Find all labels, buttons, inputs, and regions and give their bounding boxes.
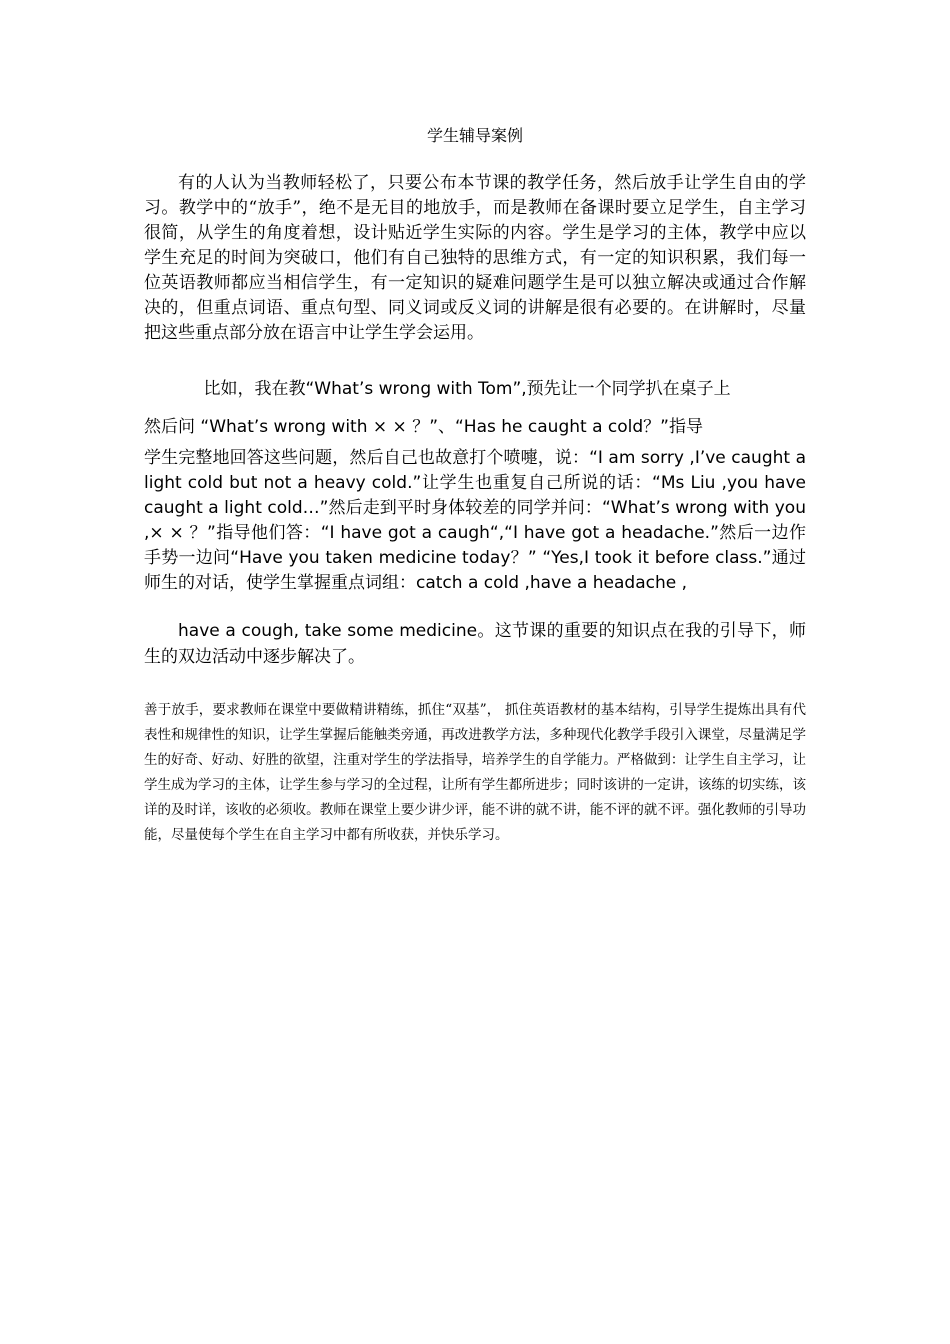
paragraph-intro: 有的人认为当教师轻松了，只要公布本节课的教学任务，然后放手让学生自由的学习。教学中的“放手”，绝不是无目的地放手，而是教师在备课时要立足学生，自主学习很简，从学生的角度着想，设计贴近学生实际的内容。学生是学习的主体，教学中应以学生充足的时间为突破口，他们有自己独特的思维方式，有一定的知识积累，我们每一位英语教师都应当相信学生，有一定知识的疑难问题学生是可以独立解决或通过合作解决的，但重点词语、重点句型、同义词或反义词的讲解是很有必要的。在讲解时，尽量把这些重点部分放在语言中让学生学会运用。: [144, 173, 806, 343]
paragraph-example-conclusion: have a cough, take some medicine。这节课的重要的知识点在我的引导下，师生的双边活动中逐步解决了。: [144, 621, 806, 667]
document-title: 学生辅导案例: [426, 126, 523, 145]
paragraph-example-line-2: 然后问 “What’s wrong with × × ？”、“Has he caught a cold？”指导: [144, 417, 703, 437]
paragraph-example-body: 学生完整地回答这些问题，然后自己也故意打个喷嚏，说：“I am sorry ,I’ve caught a light cold but not a heavy cold.”让学生也重复自己所说的话：“Ms Liu ,you have caught a light cold…”然后走到平时身体较差的同学并问：“What’s wrong with you ,× × ？”指导他们答：“I have got a caugh“,“I have got a headache.”然后一边作手势一边问“Have you taken medicine today？” “Yes,I took it before class.”通过师生的对话，使学生掌握重点词组：catch a cold ,have a headache ,: [144, 448, 806, 593]
document-page: [144, 124, 806, 848]
paragraph-summary: 善于放手，要求教师在课堂中要做精讲精练，抓住“双基”， 抓住英语教材的基本结构，引导学生提炼出具有代表性和规律性的知识，让学生掌握后能触类旁通，再改进教学方法，多种现代化教学手段引入课堂，尽量满足学生的好奇、好动、好胜的欲望，注重对学生的学法指导，培养学生的自学能力。严格做到：让学生自主学习，让学生成为学习的主体，让学生参与学习的全过程，让所有学生都所进步；同时该讲的一定讲，该练的切实练，该详的及时详，该收的必须收。教师在课堂上要少讲少评，能不讲的就不讲，能不评的就不评。强化教师的引导功能，尽量使每个学生在自主学习中都有所收获，并快乐学习。: [144, 702, 806, 843]
paragraph-example-line-1: 比如，我在教“What’s wrong with Tom”,预先让一个同学扒在桌子上: [203, 379, 731, 399]
